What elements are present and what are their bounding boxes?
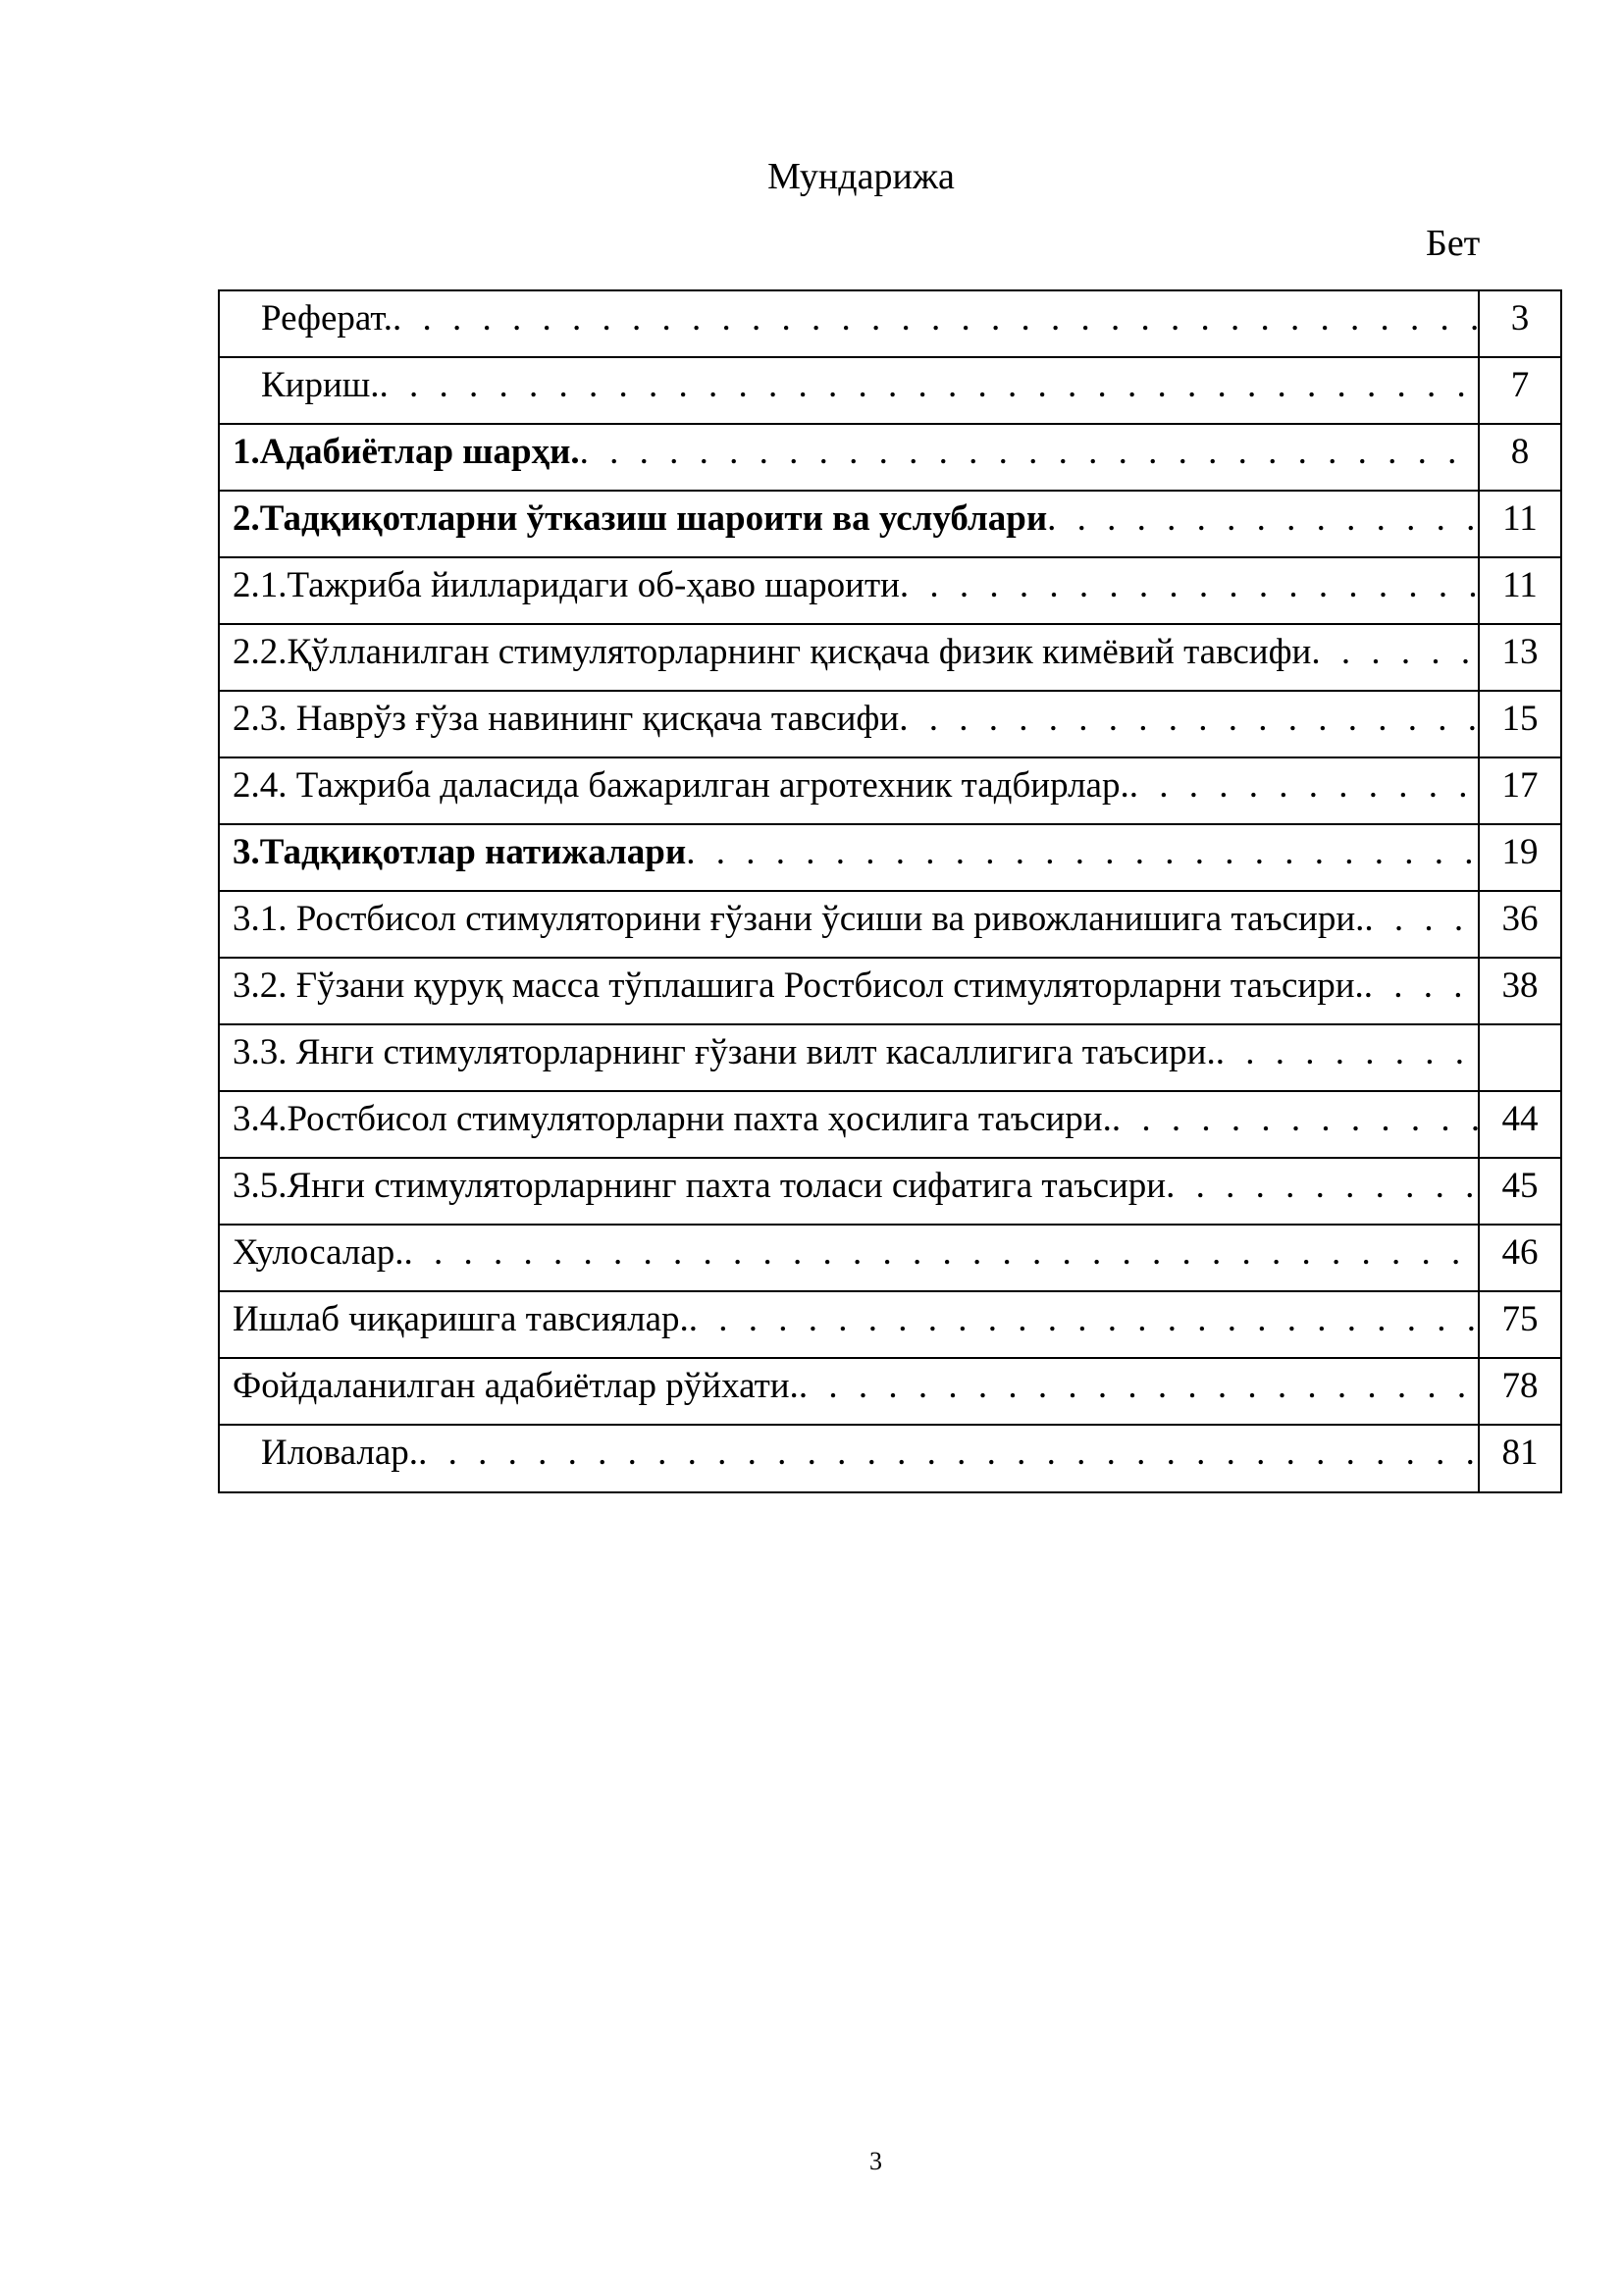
- toc-page-number: 36: [1501, 899, 1539, 939]
- toc-page-number: 78: [1501, 1366, 1539, 1406]
- toc-entry-label: 1.Адабиётлар шарҳи.: [233, 432, 580, 472]
- toc-entry-label: Реферат.: [261, 298, 393, 339]
- toc-page-number: 45: [1501, 1166, 1539, 1206]
- toc-entry: [220, 558, 1480, 623]
- toc-page-number: 19: [1501, 832, 1539, 872]
- toc-leader-dots: [1166, 1165, 1478, 1208]
- toc-entry-label: Ишлаб чиқаришга тавсиялар.: [233, 1299, 689, 1339]
- toc-page-number: 81: [1501, 1433, 1539, 1473]
- toc-entry-label: 3.4.Ростбисол стимуляторларни пахта ҳосилига таъсири.: [233, 1099, 1112, 1139]
- toc-row: [220, 1025, 1560, 1092]
- toc-row: [220, 425, 1560, 492]
- toc-leader-dots: [404, 1231, 1479, 1275]
- toc-entry-label: 3.3. Янги стимуляторларнинг ғўзани вилт касаллигига таъсири.: [233, 1032, 1216, 1072]
- toc-row: [220, 1092, 1560, 1159]
- toc-row: [220, 959, 1560, 1025]
- toc-entry-label: Фойдаланилган адабиётлар рўйхати.: [233, 1366, 799, 1406]
- toc-leader-dots: [1311, 631, 1478, 674]
- toc-leader-dots: [1216, 1031, 1478, 1074]
- table-of-contents: [218, 289, 1562, 1493]
- toc-leader-dots: [1047, 497, 1478, 541]
- toc-entry: [220, 758, 1480, 823]
- toc-entry: [220, 692, 1480, 757]
- page-number: 3: [869, 2147, 882, 2175]
- toc-row: [220, 558, 1560, 625]
- toc-entry: [220, 825, 1480, 890]
- toc-entry-label: 3.5.Янги стимуляторларнинг пахта толаси сифатига таъсири: [233, 1166, 1167, 1206]
- toc-page-number: 44: [1501, 1099, 1539, 1139]
- toc-page-number: 11: [1502, 565, 1538, 605]
- toc-row: [220, 1426, 1560, 1493]
- toc-row: [220, 291, 1560, 358]
- toc-entry-label: Кириш.: [261, 365, 380, 405]
- toc-entry: [220, 892, 1480, 957]
- toc-page-number: 7: [1510, 365, 1530, 405]
- toc-entry: [220, 1092, 1480, 1157]
- toc-leader-dots: [1364, 898, 1478, 941]
- toc-leader-dots: [686, 831, 1478, 874]
- toc-entry: [220, 291, 1480, 356]
- toc-leader-dots: [1112, 1098, 1478, 1141]
- toc-entry-label: 2.Тадқиқотларни ўтказиш шароити ва услублари: [233, 498, 1048, 539]
- toc-entry: [220, 1426, 1480, 1491]
- toc-entry-label: 3.1. Ростбисол стимуляторини ғўзани ўсиши ва ривожланишига таъсири.: [233, 899, 1365, 939]
- toc-entry: [220, 492, 1480, 556]
- toc-row: [220, 1292, 1560, 1359]
- toc-entry: [220, 959, 1480, 1023]
- toc-entry: [220, 425, 1480, 490]
- toc-entry-label: 2.3. Наврўз ғўза навининг қисқача тавсифи: [233, 699, 900, 739]
- toc-leader-dots: [799, 1365, 1478, 1408]
- toc-page-number: [1480, 1025, 1560, 1090]
- toc-leader-dots: [393, 297, 1478, 340]
- toc-row: [220, 892, 1560, 959]
- toc-entry-label: Хулосалар.: [233, 1232, 404, 1273]
- toc-entry: [220, 1292, 1480, 1357]
- toc-page-number: 15: [1501, 699, 1539, 739]
- toc-entry: [220, 358, 1480, 423]
- toc-row: [220, 492, 1560, 558]
- toc-page-number: 46: [1501, 1232, 1539, 1273]
- toc-entry: [220, 1226, 1480, 1290]
- toc-leader-dots: [689, 1298, 1478, 1341]
- toc-row: [220, 1226, 1560, 1292]
- toc-entry-label: 3.2. Ғўзани қуруқ масса тўплашига Ростбисол стимуляторларни таъсири.: [233, 965, 1364, 1006]
- toc-entry: [220, 1159, 1480, 1224]
- toc-row: [220, 825, 1560, 892]
- toc-page-number: 11: [1502, 498, 1538, 539]
- toc-page-number: 38: [1501, 965, 1539, 1006]
- toc-leader-dots: [899, 698, 1478, 741]
- toc-entry: [220, 625, 1480, 690]
- toc-row: [220, 1359, 1560, 1426]
- toc-entry-label: 2.1.Тажриба йилларидаги об-ҳаво шароити: [233, 565, 900, 605]
- toc-leader-dots: [1129, 764, 1478, 808]
- toc-page-number: 3: [1510, 298, 1530, 339]
- toc-row: [220, 1159, 1560, 1226]
- toc-entry-label: Иловалар.: [261, 1433, 419, 1473]
- toc-entry-label: 2.2.Қўлланилган стимуляторларнинг қисқача физик кимёвий тавсифи: [233, 632, 1312, 672]
- toc-leader-dots: [1364, 965, 1478, 1008]
- page-column-header: Бет: [1426, 223, 1481, 264]
- toc-entry-label: 3.Тадқиқотлар натижалари: [233, 832, 687, 872]
- toc-row: [220, 358, 1560, 425]
- toc-page-number: 17: [1501, 765, 1539, 806]
- toc-entry-label: 2.4. Тажриба даласида бажарилган агротехник тадбирлар.: [233, 765, 1129, 806]
- page-title: Мундарижа: [767, 156, 955, 197]
- toc-entry: [220, 1359, 1480, 1424]
- toc-page-number: 8: [1510, 432, 1530, 472]
- toc-row: [220, 692, 1560, 758]
- toc-leader-dots: [380, 364, 1478, 407]
- toc-page-number: 75: [1501, 1299, 1539, 1339]
- toc-page-number: 13: [1501, 632, 1539, 672]
- toc-leader-dots: [580, 431, 1478, 474]
- toc-leader-dots: [418, 1432, 1478, 1475]
- toc-row: [220, 758, 1560, 825]
- toc-leader-dots: [900, 564, 1478, 607]
- toc-entry: [220, 1025, 1480, 1090]
- toc-row: [220, 625, 1560, 692]
